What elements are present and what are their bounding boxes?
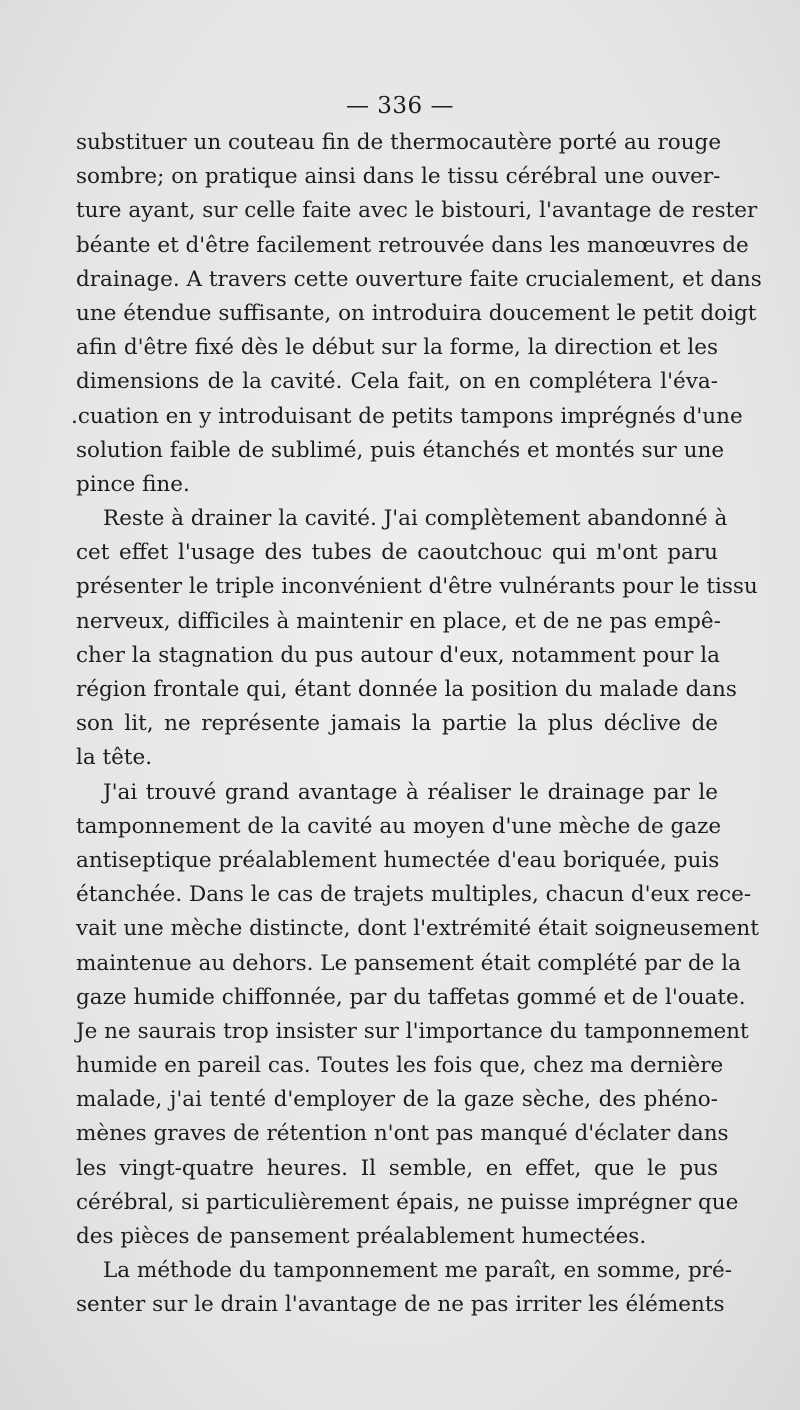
text-line: Je ne saurais trop insister sur l'importance du tamponnement [76,1018,749,1044]
text-line: malade, j'ai tenté d'employer de la gaze sèche, des phéno- [76,1087,718,1113]
text-line: senter sur le drain l'avantage de ne pas irriter les éléments [76,1292,725,1318]
text-line: ture ayant, sur celle faite avec le bistouri, l'avantage de rester [76,198,758,224]
text-line: une étendue suffisante, on introduira doucement le petit doigt [76,300,757,326]
text-line: béante et d'être facilement retrouvée dans les manœuvres de [76,232,749,258]
text-line: mènes graves de rétention n'ont pas manqué d'éclater dans [76,1121,729,1147]
text-line: des pièces de pansement préalablement humectées. [76,1224,647,1249]
text-line: Reste à drainer la cavité. J'ai complètement abandonné à [103,506,728,532]
text-line: la tête. [76,745,153,771]
text-line: gaze humide chiffonnée, par du taffetas gommé et de l'ouate. [76,984,746,1010]
text-line: pince fine. [76,471,190,497]
text-line: vait une mèche distincte, dont l'extrémité était soigneusement [76,916,759,942]
text-line: cérébral, si particulièrement épais, ne puisse imprégner que [76,1189,739,1215]
text-line: maintenue au dehors. Le pansement était complété par de la [76,950,741,976]
text-line: substituer un couteau fin de thermocautère porté au rouge [76,130,722,155]
text-line: nerveux, difficiles à maintenir en place, et de ne pas empê- [76,608,721,634]
text-line: .cuation en y introduisant de petits tampons imprégnés d'une [71,403,743,429]
text-line: son lit, ne représente jamais la partie la plus déclive de [76,711,718,737]
text-line: drainage. A travers cette ouverture faite crucialement, et dans [76,266,762,292]
text-line: afin d'être fixé dès le début sur la forme, la direction et les [76,335,718,361]
body-text [71,126,762,1323]
text-line: cet effet l'usage des tubes de caoutchouc qui m'ont paru [76,540,718,566]
text-line: étanchée. Dans le cas de trajets multiples, chacun d'eux rece- [76,882,752,908]
text-line: région frontale qui, étant donnée la position du malade dans [76,677,737,702]
text-line: cher la stagnation du pus autour d'eux, notamment pour la [76,642,720,668]
text-line: La méthode du tamponnement me paraît, en somme, pré- [103,1258,733,1284]
page-number: — 336 — [345,93,455,119]
text-line: humide en pareil cas. Toutes les fois que, chez ma dernière [76,1053,724,1079]
text-line: sombre; on pratique ainsi dans le tissu cérébral une ouver- [76,164,721,190]
text-line: présenter le triple inconvénient d'être vulnérants pour le tissu [76,574,758,600]
text-line: tamponnement de la cavité au moyen d'une mèche de gaze [76,813,722,839]
text-line: les vingt-quatre heures. Il semble, en effet, que le pus [76,1155,718,1181]
text-line: dimensions de la cavité. Cela fait, on en complétera l'éva- [76,369,718,395]
text-line: solution faible de sublimé, puis étanchés et montés sur une [76,437,725,463]
text-line: antiseptique préalablement humectée d'eau boriquée, puis [76,847,720,873]
text-line: J'ai trouvé grand avantage à réaliser le drainage par le [103,779,718,805]
